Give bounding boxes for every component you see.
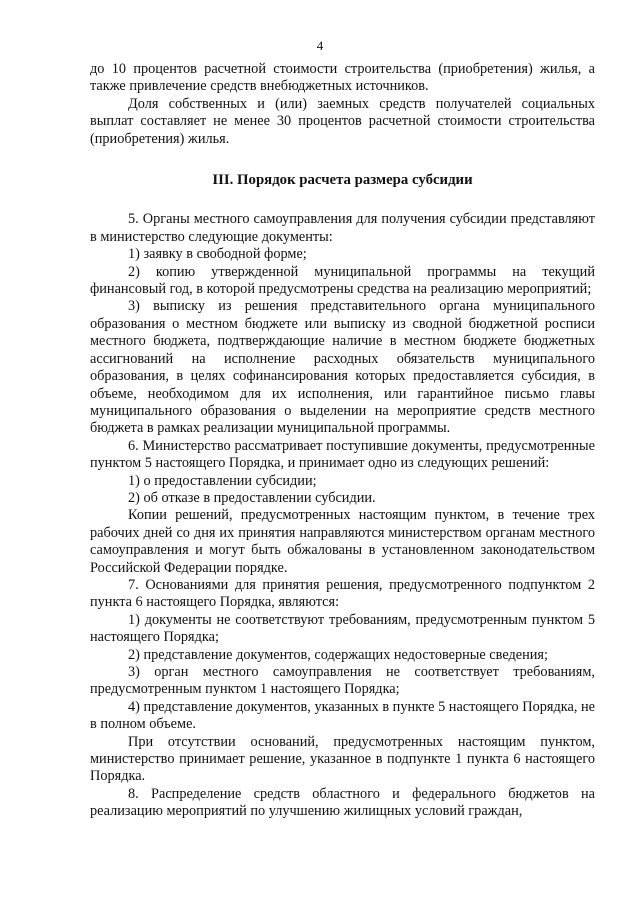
paragraph: Копии решений, предусмотренных настоящим пунктом, в течение трех рабочих дней со дня их принятия направляются министерством органам местного самоуправления и могут быть обжалованы в установленном законодательством Российской Федерации порядке. [90,507,595,576]
paragraph: При отсутствии оснований, предусмотренных настоящим пунктом, министерство принимает решение, указанное в подпункте 1 пункта 6 настоящего Порядка. [90,733,595,785]
paragraph: 5. Органы местного самоуправления для получения субсидии представляют в министерство следующие документы: [90,211,595,245]
paragraph: 7. Основаниями для принятия решения, предусмотренного подпунктом 2 пункта 6 настоящего Порядка, являются: [90,576,595,611]
page-number: 4 [316,38,324,53]
paragraph: Доля собственных и (или) заемных средств получателей социальных выплат составляет не менее 30 процентов расчетной стоимости строительства (приобретения) жилья. [90,95,595,147]
list-item: 4) представление документов, указанных в пункте 5 настоящего Порядка, не в полном объеме. [90,698,595,733]
list-item: 1) о предоставлении субсидии; [128,472,317,489]
list-item: 1) документы не соответствуют требованиям, предусмотренным пунктом 5 настоящего Порядка; [90,611,595,646]
list-item: 3) выписку из решения представительного органа муниципального образования о местном бюджете или выписку из сводной бюджетной росписи местного бюджета, подтверждающие наличие в местном бюджете бюджетных ассигнований на исполнение расходных обязательств муниципального образования, в целях софинансирования которых предоставляется субсидия, в объеме, необходимом для их исполнения, или гарантийное письмо главы муниципального образования о выделении на мероприятие средств местного бюджета в рамках реализации муниципальной программы. [90,298,595,437]
list-item: 2) представление документов, содержащих недостоверные сведения; [128,646,548,663]
document-body [90,61,595,821]
list-item: 2) об отказе в предоставлении субсидии. [128,489,376,506]
section-heading: III. Порядок расчета размера субсидии [212,172,473,189]
list-item: 1) заявку в свободной форме; [128,246,307,263]
list-item: 3) орган местного самоуправления не соответствует требованиям, предусмотренным пунктом 1 настоящего Порядка; [90,664,595,698]
list-item: 2) копию утвержденной муниципальной программы на текущий финансовый год, в которой предусмотрены средства на реализацию мероприятий; [90,263,595,298]
paragraph: 8. Распределение средств областного и федерального бюджетов на реализацию мероприятий по улучшению жилищных условий граждан, [90,785,595,820]
paragraph: до 10 процентов расчетной стоимости строительства (приобретения) жилья, а также привлечение средств внебюджетных источников. [90,61,595,95]
paragraph: 6. Министерство рассматривает поступившие документы, предусмотренные пунктом 5 настоящего Порядка, и принимает одно из следующих решений: [90,437,595,472]
